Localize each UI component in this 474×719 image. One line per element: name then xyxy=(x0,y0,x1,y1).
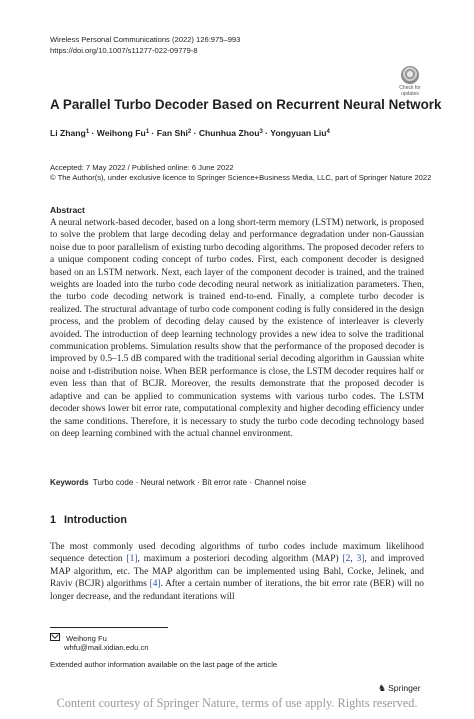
intro-text: The most commonly used decoding algorithms of turbo codes include maximum likelihood sequence detection xyxy=(50,542,424,565)
article-title: A Parallel Turbo Decoder Based on Recurrent Neural Network xyxy=(50,97,442,112)
author-list: Li Zhang$^1$ · Weihong $Fu^1$ · Fan Shi$^2$ · Chunhua Zhou$^3$ · Yongyuan Liu$^4$ xyxy=(50,128,330,138)
section-heading xyxy=(50,514,127,527)
citation-link[interactable]: [1] xyxy=(126,554,138,565)
affiliation-mark: 4 xyxy=(326,129,330,135)
introduction-paragraph xyxy=(50,541,424,603)
affiliation-mark: 1 xyxy=(145,129,150,135)
author-name[interactable]: Chunhua Zhou xyxy=(198,128,260,138)
citation-link[interactable]: [2 xyxy=(342,554,351,565)
abstract-text: A neural network-based decoder, based on a long short-term memory (LSTM) network, is proposed to solve the problem that large decoding delay and performance degradation under non-Gaussian noise due to poor parallelism of existing turbo decoding algorithms. The proposed decoder refers to a unique component coding concept of turbo codes. First, each component decoder is designed based on an LSTM network. Next, each layer of the component decoder is trained, and the trained weights are loaded into the turbo code decoding neural network as initialization parameters. Then, the turbo code decoding network is trained end-to-end. Finally, a complete turbo decoder is realized. The structural advantage of turbo code component coding is fully considered in the design process, and the problem of decoding delay caused by the existence of interleaver is cleverly avoided. The introduction of deep learning technology provides a new idea to solve the traditional communication problems. Simulation results show that the performance of the proposed decoder is improved by 0.5–1.5 dB compared with the traditional serial decoding algorithm in Gaussian white noise and t-distribution noise. When BER performance is close, the LSTM decoder requires half or even less than that of BCJR. Moreover, the results demonstrate that the proposed decoder is adaptive and can be applied to communication systems with various turbo codes. The LSTM decoder shows lower bit error rate, computational complexity and higher decoding efficiency under the same conditions. Therefore, it is necessary to study the turbo code decoding technology based on deep learning combined with the actual channel environment. xyxy=(50,218,424,439)
keywords-list: Turbo code · Neural network · Bit error rate · Channel noise xyxy=(92,478,307,487)
envelope-icon xyxy=(50,633,60,641)
section-number: 1 xyxy=(50,514,57,526)
keywords-label: Keywords xyxy=(50,478,89,487)
intro-text: . After a certain number of iterations, the bit error rate (BER) will no longer decrease, and the redundant iterations will xyxy=(50,579,424,602)
author-name[interactable]: Weihong Fu xyxy=(96,128,146,138)
check-updates-label: Check for updates xyxy=(399,85,421,97)
citation-link[interactable]: [4] xyxy=(149,579,161,590)
affiliation-mark: 3 xyxy=(259,129,263,135)
intro-text: , xyxy=(350,554,357,565)
springer-logo xyxy=(378,683,421,694)
author-name[interactable]: Yongyuan Liu xyxy=(270,128,327,138)
publisher-name: Springer xyxy=(388,683,421,693)
extended-author-info: Extended author information available on the last page of the article xyxy=(50,660,278,669)
citation-link[interactable]: 3] xyxy=(356,554,365,565)
intro-text: , and improved MAP algorithm, etc. The MAP algorithm can be implemented using Bahl, Cocke, Jelinek, and Raviv (BCJR) algorithms xyxy=(50,554,425,590)
keywords-line xyxy=(50,477,306,488)
affiliation-mark: 2 xyxy=(187,129,192,135)
intro-text: , maximum a posteriori decoding algorithm (MAP) xyxy=(137,554,343,565)
corresponding-author-name: Weihong Fu xyxy=(66,634,107,643)
copyright-notice: © The Author(s), under exclusive licence to Springer Science+Business Media, LLC, part of Springer Nature 2022 xyxy=(50,173,432,182)
publication-dates: Accepted: 7 May 2022 / Published online: 6 June 2022 xyxy=(50,163,234,172)
springer-horse-icon: ♞ xyxy=(378,683,387,693)
journal-citation: Wireless Personal Communications (2022) 126:975–993 xyxy=(50,35,241,44)
corresponding-author-email[interactable]: whfu@mail.xidian.edu.cn xyxy=(64,643,149,652)
section-title: Introduction xyxy=(64,514,127,526)
affiliation-mark: 1 xyxy=(85,129,90,135)
check-updates-icon xyxy=(401,66,419,84)
author-name[interactable]: Li Zhang xyxy=(50,128,86,138)
courtesy-watermark: Content courtesy of Springer Nature, terms of use apply. Rights reserved. xyxy=(56,696,418,710)
footnote-divider xyxy=(50,627,168,628)
author-name[interactable]: Fan Shi xyxy=(156,128,188,138)
abstract-heading: Abstract xyxy=(50,205,85,215)
check-for-updates-badge[interactable] xyxy=(395,66,425,100)
doi-link[interactable]: https://doi.org/10.1007/s11277-022-09779-8 xyxy=(50,46,198,55)
